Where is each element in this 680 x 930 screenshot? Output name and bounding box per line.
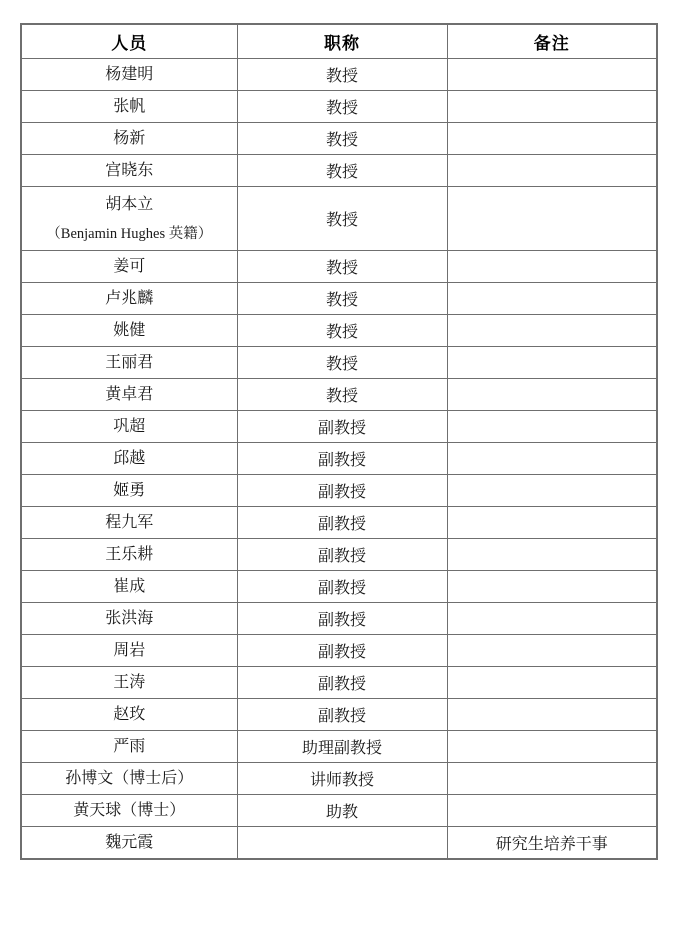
- title-cell: 教授: [237, 155, 447, 187]
- person-name: 孙博文（博士后）: [65, 769, 194, 787]
- table-row: [21, 379, 657, 411]
- person-name: 卢兆麟: [105, 289, 154, 307]
- column-header-title: 职称: [237, 24, 447, 59]
- note-cell: [447, 283, 657, 315]
- person-name: 邱越: [113, 449, 146, 467]
- title-cell: 副教授: [237, 603, 447, 635]
- title-cell: 教授: [237, 315, 447, 347]
- table-row: [21, 539, 657, 571]
- person-name-cell: [21, 635, 237, 667]
- title-cell: 副教授: [237, 667, 447, 699]
- table-row: [21, 635, 657, 667]
- title-cell: 副教授: [237, 475, 447, 507]
- table-row: [21, 795, 657, 827]
- person-name-cell: [21, 251, 237, 283]
- person-name: 王涛: [113, 673, 146, 691]
- table-row: [21, 91, 657, 123]
- person-name-cell: [21, 507, 237, 539]
- title-cell: 副教授: [237, 699, 447, 731]
- table-row: [21, 667, 657, 699]
- title-cell: 教授: [237, 91, 447, 123]
- person-name-latin: （Benjamin Hughes 英籍）: [46, 225, 213, 242]
- table-row: [21, 443, 657, 475]
- table-row: [21, 507, 657, 539]
- table-row: [21, 251, 657, 283]
- person-name-cell: [21, 411, 237, 443]
- person-name-cell: [21, 123, 237, 155]
- table-row: [21, 347, 657, 379]
- note-cell: [447, 315, 657, 347]
- title-cell: 教授: [237, 251, 447, 283]
- person-name: 魏元霞: [105, 833, 154, 851]
- note-cell: [447, 795, 657, 827]
- faculty-roster-table: [20, 23, 658, 860]
- person-name: 王乐耕: [105, 545, 154, 563]
- person-name: 黄天球（博士）: [73, 801, 186, 819]
- column-header-personnel: 人员: [21, 24, 237, 59]
- person-name: 张洪海: [105, 609, 154, 627]
- person-name: 巩超: [113, 417, 146, 435]
- note-cell: [447, 603, 657, 635]
- person-name-cell: [21, 475, 237, 507]
- note-cell: [447, 475, 657, 507]
- title-cell: 助教: [237, 795, 447, 827]
- person-name-cell: [21, 443, 237, 475]
- note-cell: [447, 59, 657, 91]
- person-name: 宫晓东: [105, 161, 154, 179]
- person-name: 姚健: [113, 321, 146, 339]
- person-name: 严雨: [113, 737, 146, 755]
- table-row: [21, 763, 657, 795]
- person-name-cell: [21, 347, 237, 379]
- column-header-notes: 备注: [447, 24, 657, 59]
- person-name: 姜可: [113, 257, 146, 275]
- person-name: 张帆: [113, 97, 146, 115]
- person-name: 赵玫: [113, 705, 146, 723]
- title-cell: 副教授: [237, 443, 447, 475]
- note-cell: 研究生培养干事: [447, 827, 657, 860]
- title-cell: [237, 827, 447, 860]
- table-row: [21, 827, 657, 860]
- table-row: [21, 699, 657, 731]
- note-cell: [447, 763, 657, 795]
- roster-body: [21, 59, 657, 860]
- title-cell: 副教授: [237, 539, 447, 571]
- title-cell: 教授: [237, 347, 447, 379]
- person-name-cell: [21, 59, 237, 91]
- note-cell: [447, 539, 657, 571]
- note-cell: [447, 155, 657, 187]
- title-cell: 教授: [237, 283, 447, 315]
- note-cell: [447, 667, 657, 699]
- note-cell: [447, 251, 657, 283]
- title-cell: 副教授: [237, 411, 447, 443]
- table-row: [21, 187, 657, 251]
- person-name-cell: [21, 379, 237, 411]
- person-name-cell: [21, 571, 237, 603]
- title-cell: 教授: [237, 187, 447, 251]
- note-cell: [447, 507, 657, 539]
- person-name: 程九军: [105, 513, 154, 531]
- person-name-cell: [21, 795, 237, 827]
- note-cell: [447, 571, 657, 603]
- person-name: 黄卓君: [105, 385, 154, 403]
- title-cell: 助理副教授: [237, 731, 447, 763]
- person-name-cell: [21, 155, 237, 187]
- table-row: [21, 571, 657, 603]
- note-cell: [447, 635, 657, 667]
- title-cell: 副教授: [237, 571, 447, 603]
- person-name: 王丽君: [105, 353, 154, 371]
- note-cell: [447, 91, 657, 123]
- title-cell: 副教授: [237, 507, 447, 539]
- person-name: 姬勇: [113, 481, 146, 499]
- person-name-cell: [21, 315, 237, 347]
- note-cell: [447, 443, 657, 475]
- person-name: 杨新: [113, 129, 146, 147]
- note-cell: [447, 187, 657, 251]
- table-row: [21, 411, 657, 443]
- title-cell: 教授: [237, 379, 447, 411]
- table-row: [21, 155, 657, 187]
- note-cell: [447, 731, 657, 763]
- person-name-cell: [21, 603, 237, 635]
- title-cell: 副教授: [237, 635, 447, 667]
- person-name-cell: [21, 283, 237, 315]
- table-row: [21, 603, 657, 635]
- header-row: [21, 24, 657, 59]
- person-name-cell: [21, 731, 237, 763]
- title-cell: 教授: [237, 59, 447, 91]
- person-name: 崔成: [113, 577, 146, 595]
- table-row: [21, 59, 657, 91]
- table-row: [21, 315, 657, 347]
- title-cell: 教授: [237, 123, 447, 155]
- person-name-cell: [21, 827, 237, 860]
- note-cell: [447, 379, 657, 411]
- person-name-cell: [21, 539, 237, 571]
- person-name-cell: [21, 187, 237, 251]
- note-cell: [447, 123, 657, 155]
- note-cell: [447, 411, 657, 443]
- person-name-cell: [21, 699, 237, 731]
- person-name: 胡本立: [105, 195, 154, 213]
- table-row: [21, 283, 657, 315]
- table-row: [21, 731, 657, 763]
- person-name-cell: [21, 667, 237, 699]
- person-name-cell: [21, 763, 237, 795]
- table-row: [21, 123, 657, 155]
- title-cell: 讲师教授: [237, 763, 447, 795]
- person-name: 周岩: [113, 641, 146, 659]
- person-name: 杨建明: [105, 65, 154, 83]
- table-row: [21, 475, 657, 507]
- note-cell: [447, 347, 657, 379]
- person-name-cell: [21, 91, 237, 123]
- note-cell: [447, 699, 657, 731]
